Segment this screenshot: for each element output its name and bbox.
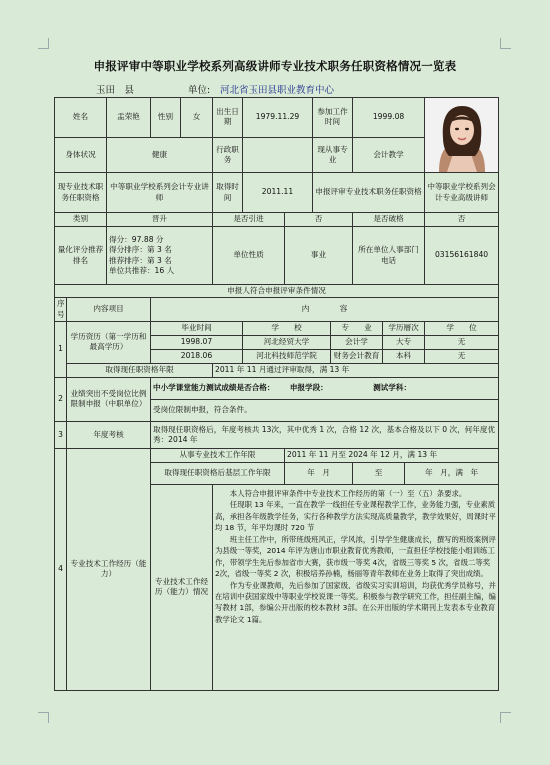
work-paragraph: 班主任工作中，所带班级班风正，学风浓，引导学生健康成长，撰写的班级案例评为县级一等奖，2014 年评为唐山市职业教育优秀教师，一直担任学校技能小组训练工作，带领学生先后参加省市大赛，获市级一等奖 4次，省级三等奖 5 次，省级二等奖 2次，省级一等奖 2 次，积极培养孙楠，杨丽等青年教师在业务上取得了突出成绩。 xyxy=(215,534,496,579)
intro-value: 否 xyxy=(285,213,353,227)
category-label: 类别 xyxy=(55,213,107,227)
work-after-label: 取得现任职资格后基层工作年限 xyxy=(151,462,285,484)
admin-post-value xyxy=(243,137,313,172)
work-label: 专业技术工作经历（能力） xyxy=(67,448,151,690)
edu-school: 河北科技师范学院 xyxy=(243,349,331,363)
admin-post-label: 行政职务 xyxy=(213,137,243,172)
skill-seq: 2 xyxy=(55,377,67,421)
work-years-label: 从事专业技术工作年限 xyxy=(151,448,285,462)
obtain-time-value: 2011.11 xyxy=(243,173,313,213)
unit-label: 单位: xyxy=(188,85,211,96)
edu-time: 1998.07 xyxy=(151,335,243,349)
work-detail xyxy=(213,484,499,690)
county: 玉田 县 xyxy=(96,85,135,96)
edu-header-major: 专 业 xyxy=(331,321,383,335)
work-after-end: 年 月，满 年 xyxy=(405,462,499,484)
edu-major: 财务会计教育 xyxy=(331,349,383,363)
work-paragraph: 本人符合申报评审条件中专业技术工作经历的第（一）至（五）条要求。 xyxy=(229,488,467,498)
work-years-value: 2011 年 11 月至 2024 年 12 月，满 13 年 xyxy=(285,448,499,462)
category-value: 晋升 xyxy=(107,213,213,227)
portrait-photo xyxy=(425,98,499,173)
crop-mark xyxy=(500,712,511,723)
unit-nature-label: 单位性质 xyxy=(213,227,285,285)
seq-header: 序号 xyxy=(55,298,67,322)
work-after-to: 至 xyxy=(353,462,405,484)
workstart-label: 参加工作时间 xyxy=(313,98,353,138)
current-title-label: 现专业技术职务任职资格 xyxy=(55,173,107,213)
quant-label: 量化评分推荐排名 xyxy=(55,227,107,285)
unit-recommend: 单位共推荐：16 人 xyxy=(109,265,175,275)
edu-degree: 无 xyxy=(425,335,499,349)
work-seq: 4 xyxy=(55,448,67,690)
apply-title-label: 申报评审专业技术职务任职资格 xyxy=(313,173,425,213)
gender-value: 女 xyxy=(181,98,213,138)
unit-value: 河北省玉田县职业教育中心 xyxy=(220,85,335,96)
skill-line2: 受岗位限制申报，符合条件。 xyxy=(151,399,499,421)
score: 得分：97.88 分 xyxy=(109,235,164,244)
edu-level: 本科 xyxy=(383,349,425,363)
obtain-time-label: 取得时间 xyxy=(213,173,243,213)
skill-subject: 测试学科： xyxy=(373,383,412,393)
edu-header-degree: 学 位 xyxy=(425,321,499,335)
edu-header-school: 学 校 xyxy=(243,321,331,335)
apply-title-value: 中等职业学校系列会计专业高级讲师 xyxy=(425,173,499,213)
edu-school: 河北经贸大学 xyxy=(243,335,331,349)
edu-seq: 1 xyxy=(55,321,67,377)
quant-values xyxy=(107,227,213,285)
crop-mark xyxy=(38,712,49,723)
major-value: 会计教学 xyxy=(353,137,425,172)
skill-test-pass: 中小学课堂能力测试成绩是否合格： xyxy=(153,383,275,393)
edu-obtain-value: 2011 年 11 月通过评审取得，满 13 年 xyxy=(213,363,499,377)
special-value: 否 xyxy=(425,213,499,227)
work-paragraph: 任现职 13 年来，一直在教学一线担任专业课程教学工作，业务能力强，专业素质高，承担各年级教学任务，实行各种教学方法实现高质量教学，教学效果好，周课时平均 18 节，年平均课时 720 节 xyxy=(215,500,496,533)
name-label: 姓名 xyxy=(55,98,107,138)
document-title: 申报评审中等职业学校系列高级讲师专业技术职务任职资格情况一览表 xyxy=(93,59,457,73)
work-after-start: 年 月 xyxy=(285,462,353,484)
annual-seq: 3 xyxy=(55,421,67,448)
intro-label: 是否引进 xyxy=(213,213,285,227)
crop-mark xyxy=(38,38,49,49)
unit-nature-value: 事业 xyxy=(285,227,353,285)
edu-label: 学历资历（第一学历和最高学历） xyxy=(67,321,151,363)
content-header: 内 容 xyxy=(151,298,499,322)
skill-line1 xyxy=(151,377,499,399)
rank-score: 得分排序：第 3 名 xyxy=(109,245,172,255)
edu-time: 2018.06 xyxy=(151,349,243,363)
gender-label: 性别 xyxy=(151,98,181,138)
birth-value: 1979.11.29 xyxy=(243,98,313,138)
workstart-value: 1999.08 xyxy=(353,98,425,138)
annual-text: 取得现任职资格后，年度考核共 13次，其中优秀 1 次，合格 12 次，基本合格及以下 0 次，何年度优秀：2014 年 xyxy=(151,421,499,448)
rank-recommend: 推荐排序：第 3 名 xyxy=(109,255,172,265)
edu-level: 大专 xyxy=(383,335,425,349)
skill-label: 业绩突出不受岗位比例限制申报（中职单位） xyxy=(67,377,151,421)
conditions-title: 申报人符合申报评审条件情况 xyxy=(55,285,499,298)
special-label: 是否破格 xyxy=(353,213,425,227)
name-value: 盂荣艳 xyxy=(107,98,151,138)
skill-stage: 申报学段： xyxy=(289,383,328,393)
annual-label: 年度考核 xyxy=(67,421,151,448)
edu-header-time: 毕业时间 xyxy=(151,321,243,335)
birth-label: 出生日期 xyxy=(213,98,243,138)
health-value: 健康 xyxy=(107,137,213,172)
edu-major: 会计学 xyxy=(331,335,383,349)
major-label: 现从事专业 xyxy=(313,137,353,172)
edu-header-level: 学历層次 xyxy=(383,321,425,335)
work-detail-label: 专业技术工作经历（能力）情况 xyxy=(151,484,213,690)
edu-degree: 无 xyxy=(425,349,499,363)
work-paragraph: 作为专业课教师，先后参加了国家级、省级实习实训培训，均获优秀学员称号，并在培训中获国家级中等职业学校说课一等奖。积极参与教学研究工作，担任副主编，编写教材 1部，参编公开出版的校本教材 3部。在公开出版的学术期刊上发表本专业教育教学论文 1篇。 xyxy=(215,580,496,624)
phone-value: 03156161840 xyxy=(425,227,499,285)
crop-mark xyxy=(500,38,511,49)
portrait-image xyxy=(425,98,498,172)
edu-obtain-label: 取得现任职资格年限 xyxy=(67,363,213,377)
health-label: 身体状况 xyxy=(55,137,107,172)
current-title-value: 中等职业学校系列会计专业讲师 xyxy=(107,173,213,213)
qualification-table xyxy=(54,97,499,691)
item-header: 内容项目 xyxy=(67,298,151,322)
phone-label: 所在单位人事部门电话 xyxy=(353,227,425,285)
